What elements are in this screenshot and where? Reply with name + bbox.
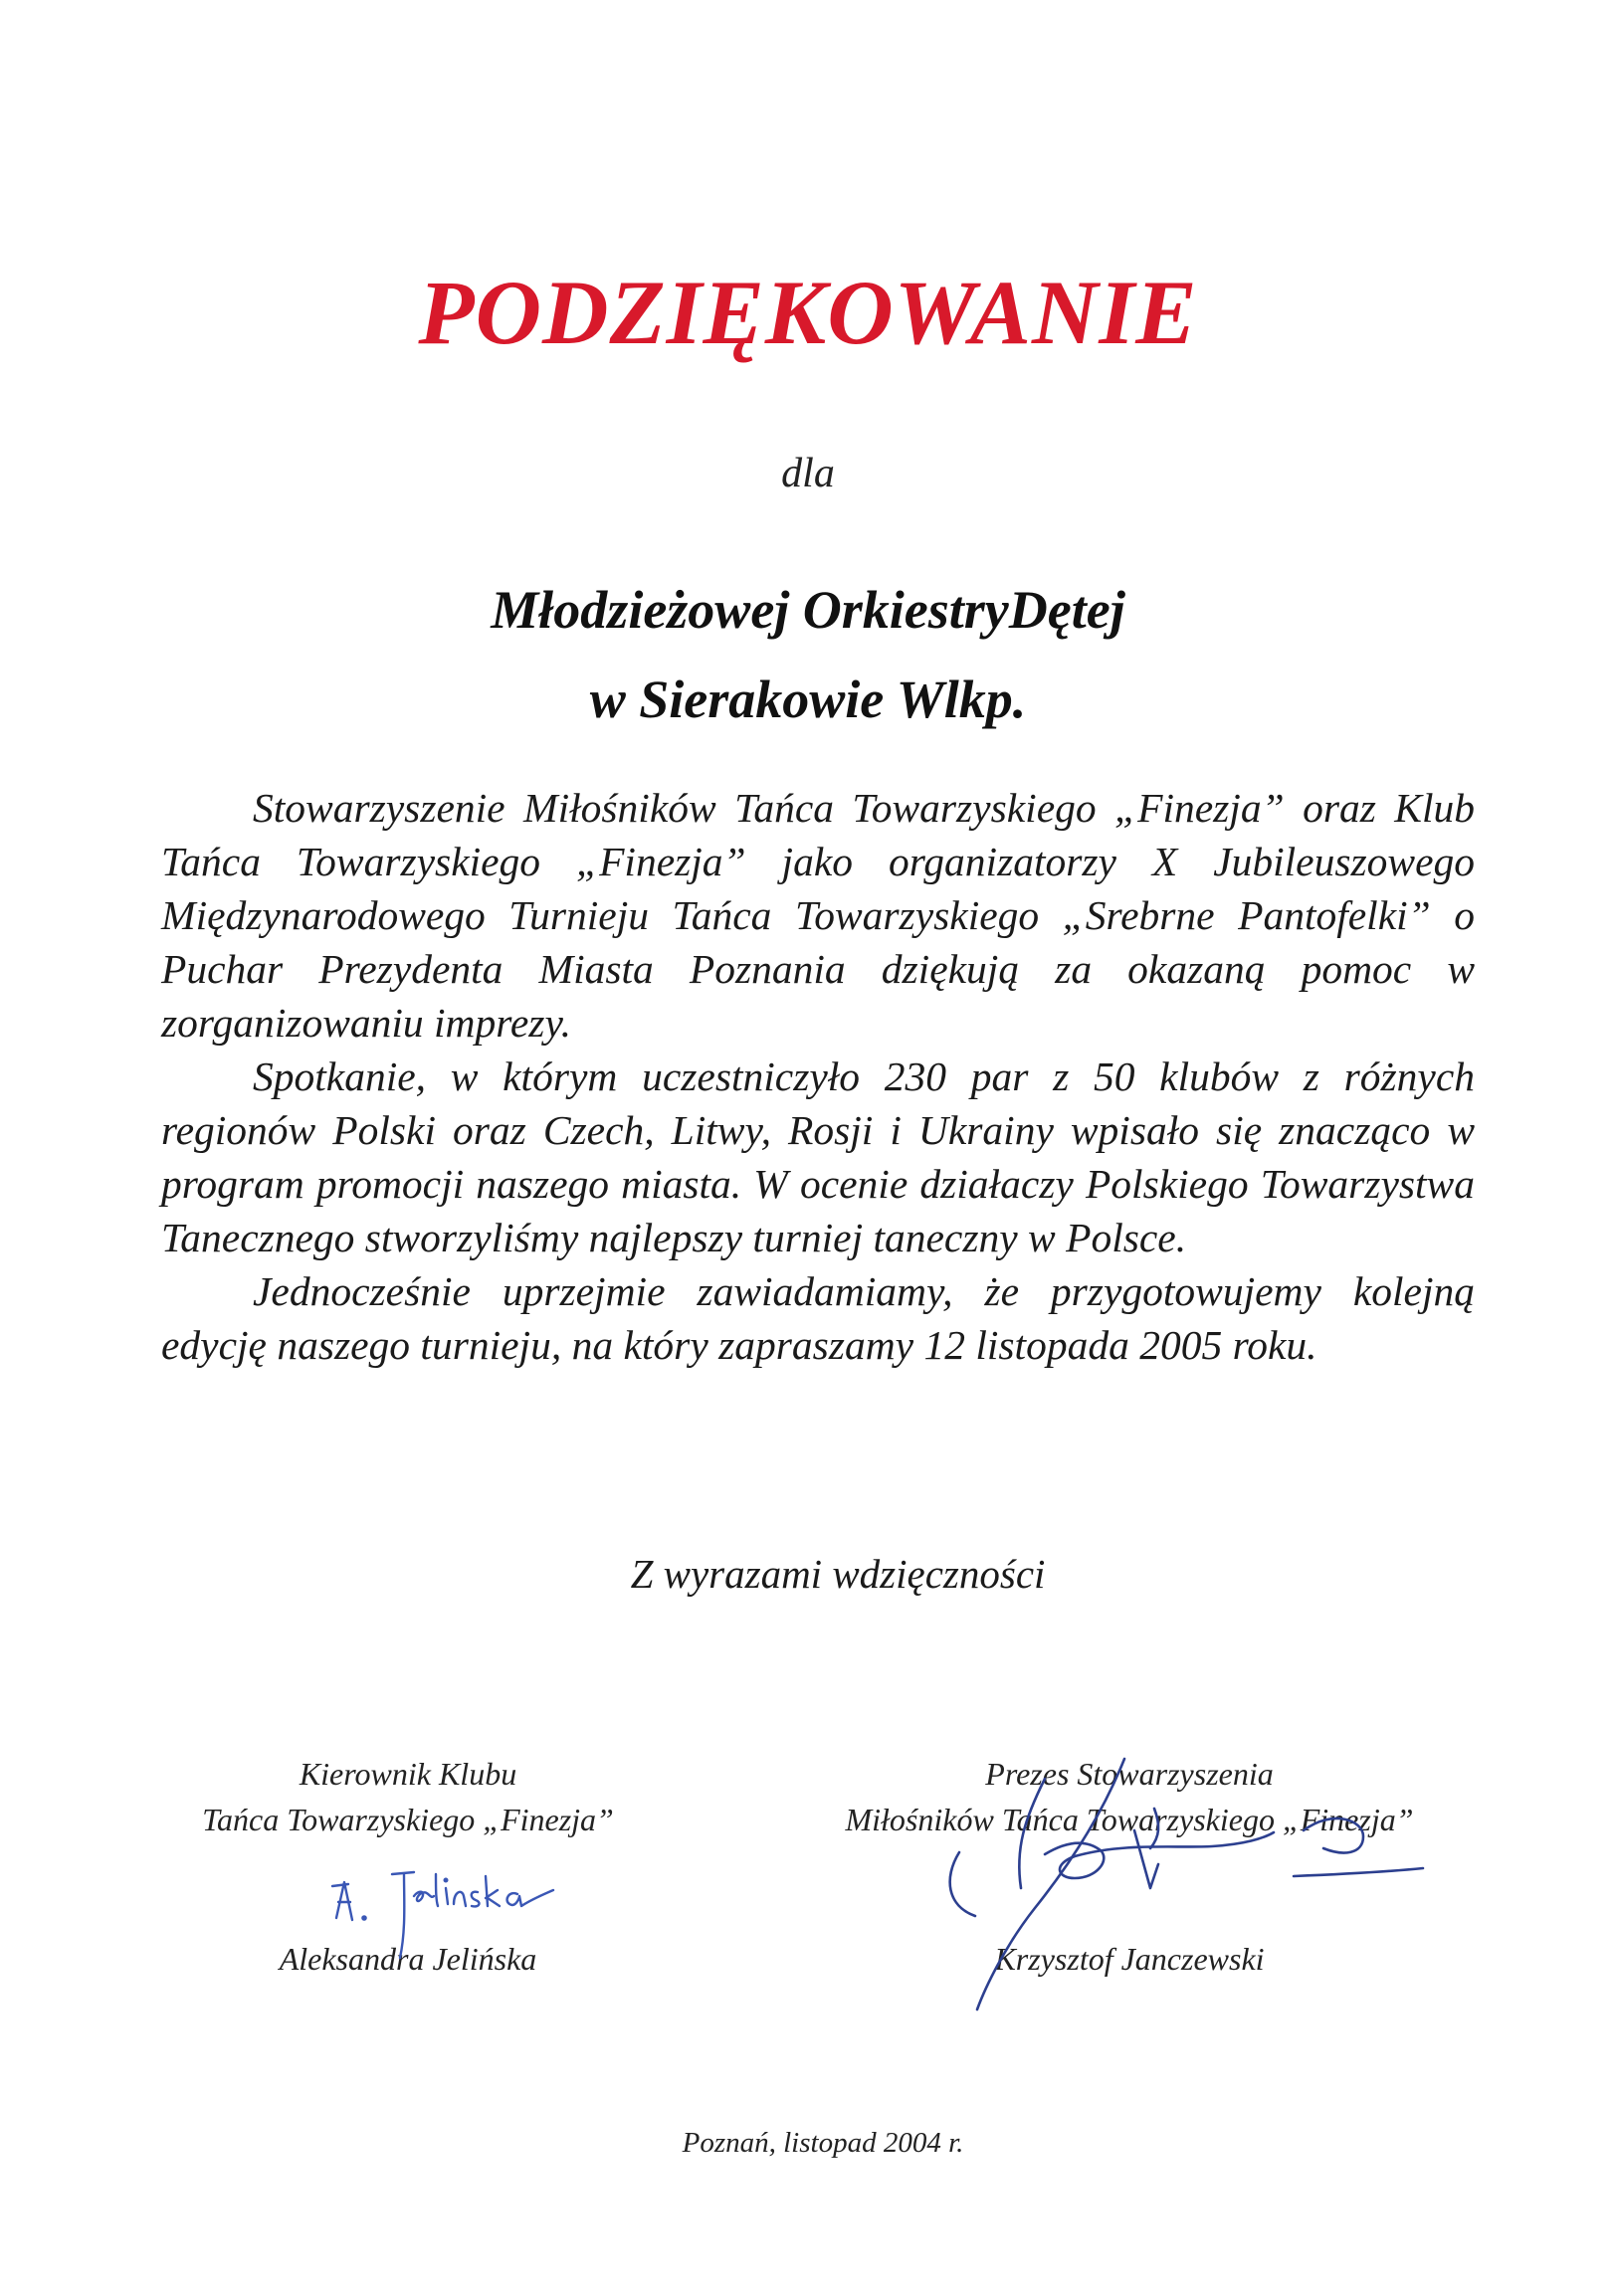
paragraph-organizers: Stowarzyszenie Miłośników Tańca Towarzyskiego „Finezja” oraz Klub Tańca Towarzyskiego „Finezja” jako organizatorzy X Jubileuszowego Międzynarodowego Turnieju Tańca Towarzyskiego „Srebrne Pantofelki” o Puchar Prezydenta Miasta Poznania dziękują za okazaną pomoc w zorganizowaniu imprezy. bbox=[161, 785, 1475, 1046]
document-title: PODZIĘKOWANIE bbox=[418, 262, 1198, 363]
paragraph-event: Spotkanie, w którym uczestniczyło 230 par z 50 klubów z różnych regionów Polski oraz Czech, Litwy, Rosji i Ukrainy wpisało się znacząco w program promocji naszego miasta. W ocenie działaczy Polskiego Towarzystwa Tanecznego stworzyliśmy najlepszy turniej taneczny w Polsce. bbox=[161, 1053, 1475, 1260]
place-and-date: Poznań, listopad 2004 r. bbox=[682, 2127, 964, 2159]
signature-block-association-president bbox=[786, 1751, 1473, 1982]
signatory-role-line-2: Miłośników Tańca Towarzyskiego „Finezja” bbox=[845, 1802, 1414, 1837]
for-label: dla bbox=[781, 451, 835, 496]
letter-body bbox=[161, 781, 1475, 1372]
recipient-name bbox=[0, 565, 1616, 744]
signature-block-club-manager bbox=[149, 1751, 667, 1982]
signatory-role-line-1: Prezes Stowarzyszenia bbox=[985, 1756, 1274, 1792]
paragraph-invitation: Jednocześnie uprzejmie zawiadamiamy, że przygotowujemy kolejną edycję naszego turnieju, na który zapraszamy 12 listopada 2005 roku. bbox=[161, 1268, 1475, 1368]
signatory-role-line-2: Tańca Towarzyskiego „Finezja” bbox=[202, 1802, 614, 1837]
recipient-line-1: Młodzieżowej OrkiestryDętej bbox=[491, 580, 1125, 640]
signatory-role-line-1: Kierownik Klubu bbox=[299, 1756, 517, 1792]
signatory-name: Krzysztof Janczewski bbox=[994, 1941, 1265, 1977]
closing-phrase: Z wyrazami wdzięczności bbox=[630, 1551, 1046, 1597]
recipient-line-2: w Sierakowie Wlkp. bbox=[589, 670, 1027, 729]
signatory-name: Aleksandra Jelińska bbox=[279, 1941, 537, 1977]
